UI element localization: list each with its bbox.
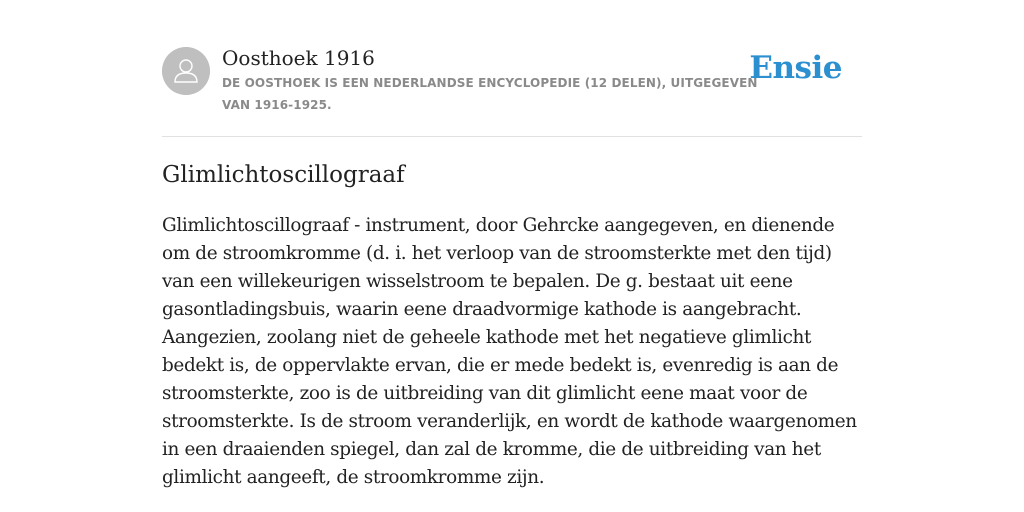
article-body: Glimlichtoscillograaf - instrument, door Gehrcke aangegeven, en dienende om de stroomkromme (d. i. het verloop van de stroomsterkte met den tijd) van een willekeurigen wisselstroom te bepalen. De g. bestaat uit eene gasontladingsbuis, waarin eene draadvormige kathode is aangebracht. Aangezien, zoolang niet de geheele kathode met het negatieve glimlicht bedekt is, de oppervlakte ervan, die er mede bedekt is, evenredig is aan de stroomsterkte, zoo is de uitbreiding van dit glimlicht eene maat voor de stroomsterkte. Is de stroom veranderlijk, en wordt de kathode waargenomen in een draaienden spiegel, dan zal de kromme, die de uitbreiding van het glimlicht aangeeft, de stroomkromme zijn. <box>162 215 857 488</box>
article-title: Glimlichtoscillograaf <box>162 162 405 188</box>
brand-logo[interactable]: Ensie <box>749 50 842 86</box>
source-header <box>162 44 862 137</box>
source-title[interactable]: Oosthoek 1916 <box>222 46 375 70</box>
user-placeholder-icon <box>162 47 210 95</box>
source-description: DE OOSTHOEK IS EEN NEDERLANDSE ENCYCLOPEDIE (12 DELEN), UITGEGEVEN VAN 1916-1925. <box>222 76 758 112</box>
